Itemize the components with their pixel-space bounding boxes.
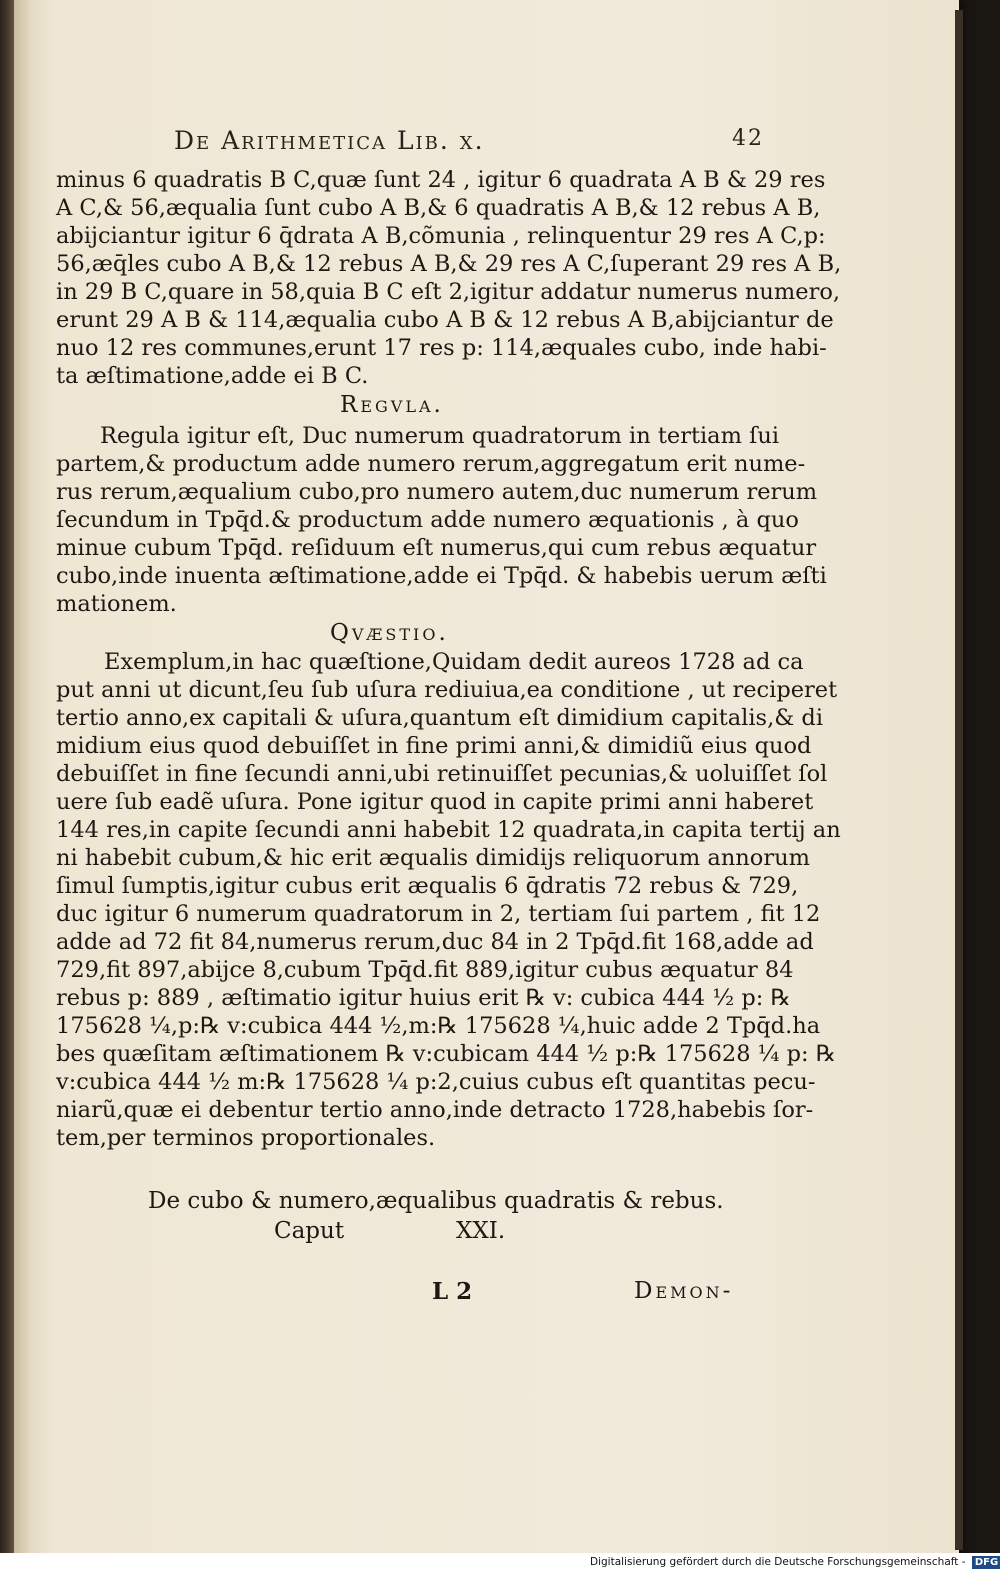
text-line: uere ſub eadẽ uſura. Pone igitur quod in capite primi anni haberet	[56, 789, 814, 815]
text-line: Exemplum,in hac quæſtione,Quidam dedit aureos 1728 ad ca	[104, 649, 804, 675]
signature-mark: L 2	[432, 1278, 473, 1305]
text-line: 56,æq̄les cubo A B,& 12 rebus A B,& 29 res A C,ſuperant 29 res A B,	[56, 251, 842, 277]
dfg-footer	[590, 1553, 1000, 1571]
text-line: v:cubica 444 ½ m:℞ 175628 ¼ p:2,cuius cubus eſt quantitas pecu-	[56, 1069, 816, 1095]
book-page	[14, 0, 959, 1553]
text-line: partem,& productum adde numero rerum,aggregatum erit nume-	[56, 451, 806, 477]
text-line: abijciantur igitur 6 q̄drata A B,cõmunia , relinquentur 29 res A C,p:	[56, 223, 826, 249]
chapter-number: XXI.	[456, 1218, 506, 1244]
text-line: cubo,inde inuenta æſtimatione,adde ei Tpq̄d. & habebis uerum æſti	[56, 563, 827, 589]
catchword: Demon-	[634, 1278, 734, 1304]
text-line: 175628 ¼,p:℞ v:cubica 444 ½,m:℞ 175628 ¼,huic adde 2 Tpq̄d.ha	[56, 1013, 821, 1039]
footer-text: Digitalisierung gefördert durch die Deutsche Forschungsgemeinschaft -	[590, 1556, 966, 1568]
chapter-title: De cubo & numero,æqualibus quadratis & rebus.	[148, 1188, 724, 1214]
text-line: rus rerum,æqualium cubo,pro numero autem,duc numerum rerum	[56, 479, 818, 505]
footer-strip	[0, 1553, 590, 1571]
chapter-caput-label: Caput	[274, 1218, 345, 1244]
text-line: niarũ,quæ ei debentur tertio anno,inde detracto 1728,habebis ſor-	[56, 1097, 814, 1123]
text-line: erunt 29 A B & 114,æqualia cubo A B & 12 rebus A B,abijciantur de	[56, 307, 834, 333]
page-edge	[955, 10, 963, 1550]
text-line: duc igitur 6 numerum quadratorum in 2, tertiam ſui partem , fit 12	[56, 901, 821, 927]
text-line: minus 6 quadratis B C,quæ ſunt 24 , igitur 6 quadrata A B & 29 res	[56, 167, 826, 193]
dfg-logo: DFG	[972, 1556, 1000, 1569]
text-line: Regula igitur eſt, Duc numerum quadratorum in tertiam ſui	[100, 423, 780, 449]
section-heading-regula: Regvla.	[340, 392, 444, 418]
text-line: minue cubum Tpq̄d. reſiduum eſt numerus,qui cum rebus æquatur	[56, 535, 817, 561]
text-line: bes quæſitam æſtimationem ℞ v:cubicam 444 ½ p:℞ 175628 ¼ p: ℞	[56, 1041, 836, 1067]
text-line: put anni ut dicunt,ſeu ſub uſura rediuiua,ea conditione , ut reciperet	[56, 677, 838, 703]
text-line: 144 res,in capite ſecundi anni habebit 12 quadrata,in capita tertij an	[56, 817, 841, 843]
text-line: midium eius quod debuiſſet in fine primi anni,& dimidiũ eius quod	[56, 733, 812, 759]
text-line: mationem.	[56, 591, 177, 617]
text-line: ſimul ſumptis,igitur cubus erit æqualis 6 q̄dratis 72 rebus & 729,	[56, 873, 799, 899]
section-heading-quaestio: Qvæstio.	[330, 620, 449, 646]
running-head-title: De Arithmetica Lib. x.	[174, 126, 485, 155]
text-line: rebus p: 889 , æſtimatio igitur huius erit ℞ v: cubica 444 ½ p: ℞	[56, 985, 791, 1011]
text-line: A C,& 56,æqualia ſunt cubo A B,& 6 quadratis A B,& 12 rebus A B,	[56, 195, 821, 221]
text-line: 729,fit 897,abijce 8,cubum Tpq̄d.fit 889,igitur cubus æquatur 84	[56, 957, 794, 983]
page-number: 42	[732, 126, 764, 151]
text-line: ni habebit cubum,& hic erit æqualis dimidijs reliquorum annorum	[56, 845, 810, 871]
text-line: nuo 12 res communes,erunt 17 res p: 114,æquales cubo, inde habi-	[56, 335, 827, 361]
text-line: debuiſſet in fine ſecundi anni,ubi retinuiſſet pecunias,& uoluiſſet ſol	[56, 761, 828, 787]
text-line: ſecundum in Tpq̄d.& productum adde numero æquationis , à quo	[56, 507, 799, 533]
text-line: ta æſtimatione,adde ei B C.	[56, 363, 369, 389]
text-line: tertio anno,ex capitali & uſura,quantum eſt dimidium capitalis,& di	[56, 705, 824, 731]
text-line: in 29 B C,quare in 58,quia B C eſt 2,igitur addatur numerus numero,	[56, 279, 841, 305]
text-line: adde ad 72 fit 84,numerus rerum,duc 84 in 2 Tpq̄d.fit 168,adde ad	[56, 929, 814, 955]
text-line: tem,per terminos proportionales.	[56, 1125, 436, 1151]
running-head	[174, 126, 764, 162]
book-binding	[0, 0, 14, 1571]
